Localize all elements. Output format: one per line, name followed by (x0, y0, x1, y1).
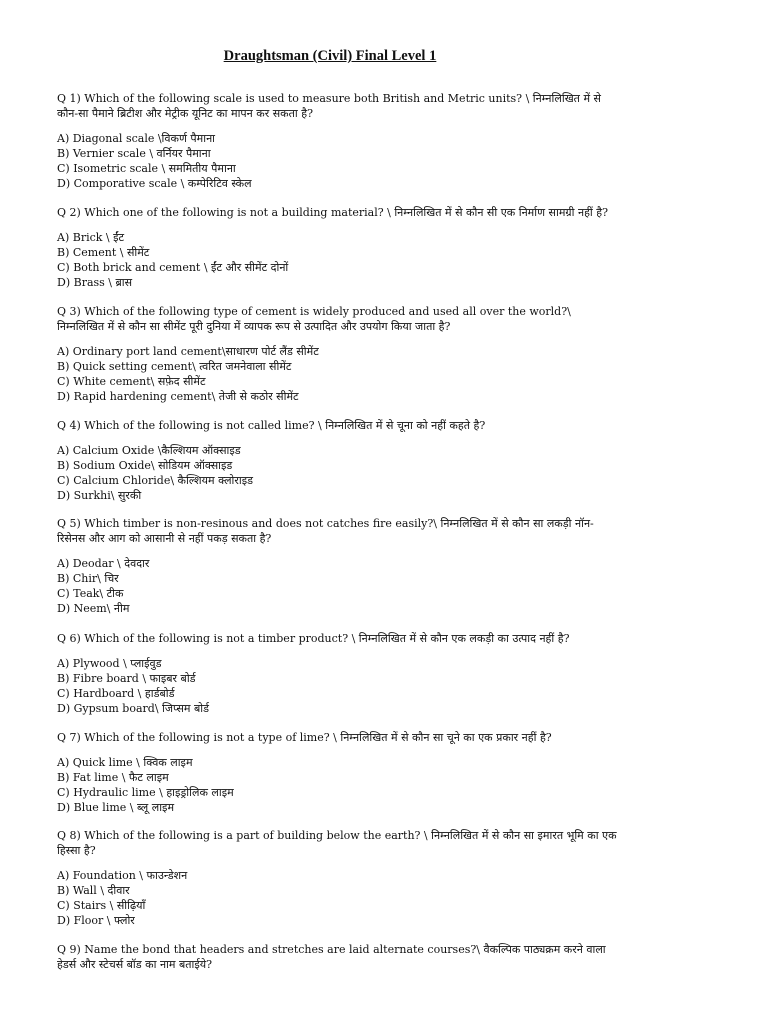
option-b: B) Fibre board \ फाइबर बोर्ड (57, 672, 196, 685)
option-a: A) Plywood \ प्लाईवुड (57, 657, 162, 670)
question-9 (57, 942, 617, 972)
option-b: B) Quick setting cement\ त्वरित जमनेवाला सीमेंट (57, 360, 292, 373)
option-c: C) Teak\ टीक (57, 587, 124, 600)
option-c: C) Calcium Chloride\ कैल्शियम क्लोराइड (57, 474, 254, 487)
option-d: D) Neem\ नीम (57, 602, 130, 615)
question-1 (57, 91, 617, 191)
option-d: D) Rapid hardening cement\ तेजी से कठोर सीमेंट (57, 390, 299, 403)
option-b: B) Chir\ चिर (57, 572, 119, 585)
question-text: Q 6) Which of the following is not a timber product? \ निम्नलिखित में से कौन एक लकड़ी का उत्पाद नहीं है? (57, 632, 570, 645)
question-4 (57, 418, 617, 503)
option-c: C) Isometric scale \ सममितीय पैमाना (57, 162, 236, 175)
option-b: B) Sodium Oxide\ सोडियम ऑक्साइड (57, 459, 233, 472)
option-a: A) Quick lime \ क्विक लाइम (57, 756, 193, 769)
option-d: D) Comporative scale \ कम्पेरिटिव स्केल (57, 177, 252, 190)
option-c: C) Both brick and cement \ ईंट और सीमेंट दोनों (57, 261, 289, 274)
document-title: Draughtsman (Civil) Final Level 1 (223, 48, 437, 64)
question-text: Q 9) Name the bond that headers and stretches are laid alternate courses?\ वैकल्पिक पाठ्यक्रम करने वाला हेडर्स और स्टेचर्स बॉड का नाम बताईये? (57, 943, 606, 971)
option-a: A) Deodar \ देवदार (57, 557, 150, 570)
option-d: D) Surkhi\ सुरकी (57, 489, 142, 502)
options-list (57, 868, 617, 928)
option-a: A) Calcium Oxide \कैल्शियम ऑक्साइड (57, 444, 241, 457)
option-a: A) Diagonal scale \विकर्ण पैमाना (57, 132, 216, 145)
options-list (57, 230, 617, 290)
question-text: Q 5) Which timber is non-resinous and does not catches fire easily?\ निम्नलिखित में से कौन सा लकड़ी नॉन-रिसेनस और आग को आसानी से नहीं पकड़ सकता है? (57, 517, 594, 545)
question-5 (57, 516, 617, 616)
option-d: D) Brass \ ब्रास (57, 276, 133, 289)
option-c: C) Stairs \ सीढ़ियाँ (57, 899, 146, 912)
options-list (57, 344, 617, 404)
options-list (57, 443, 617, 503)
option-c: C) White cement\ सफ़ेद सीमेंट (57, 375, 206, 388)
options-list (57, 556, 617, 616)
options-list (57, 656, 617, 716)
option-a: A) Brick \ ईंट (57, 231, 125, 244)
options-list (57, 131, 617, 191)
question-8 (57, 828, 617, 928)
question-text: Q 8) Which of the following is a part of building below the earth? \ निम्नलिखित में से कौन सा इमारत भूमि का एक हिस्सा है? (57, 829, 617, 857)
options-list (57, 755, 617, 815)
question-2 (57, 205, 617, 290)
option-d: D) Gypsum board\ जिप्सम बोर्ड (57, 702, 210, 715)
option-b: B) Fat lime \ फैट लाइम (57, 771, 169, 784)
option-b: B) Wall \ दीवार (57, 884, 130, 897)
option-b: B) Cement \ सीमेंट (57, 246, 150, 259)
question-text: Q 3) Which of the following type of cement is widely produced and used all over the world?\ निम्नलिखित में से कौन सा सीमेंट पूरी दुनिया में व्यापक रूप से उत्पादित और उपयोग किया जाता है? (57, 305, 571, 333)
question-text: Q 4) Which of the following is not called lime? \ निम्नलिखित में से चूना को नहीं कहते है? (57, 419, 486, 432)
option-c: C) Hydraulic lime \ हाइड्रोलिक लाइम (57, 786, 234, 799)
option-d: D) Floor \ फ्लोर (57, 914, 135, 927)
option-a: A) Foundation \ फाउन्डेशन (57, 869, 188, 882)
question-3 (57, 304, 617, 404)
option-a: A) Ordinary port land cement\साधारण पोर्ट लैंड सीमेंट (57, 345, 319, 358)
question-6 (57, 631, 617, 716)
option-c: C) Hardboard \ हार्डबोर्ड (57, 687, 175, 700)
option-d: D) Blue lime \ ब्लू लाइम (57, 801, 175, 814)
option-b: B) Vernier scale \ वर्नियर पैमाना (57, 147, 211, 160)
question-text: Q 2) Which one of the following is not a building material? \ निम्नलिखित में से कौन सी एक निर्माण सामग्री नहीं है? (57, 206, 608, 219)
question-text: Q 7) Which of the following is not a type of lime? \ निम्नलिखित में से कौन सा चूने का एक प्रकार नहीं है? (57, 731, 552, 744)
question-7 (57, 730, 617, 815)
question-text: Q 1) Which of the following scale is used to measure both British and Metric units? \ निम्नलिखित में से कौन-सा पैमाने ब्रिटीश और मेट्रीक यूनिट का मापन कर सकता है? (57, 92, 601, 120)
